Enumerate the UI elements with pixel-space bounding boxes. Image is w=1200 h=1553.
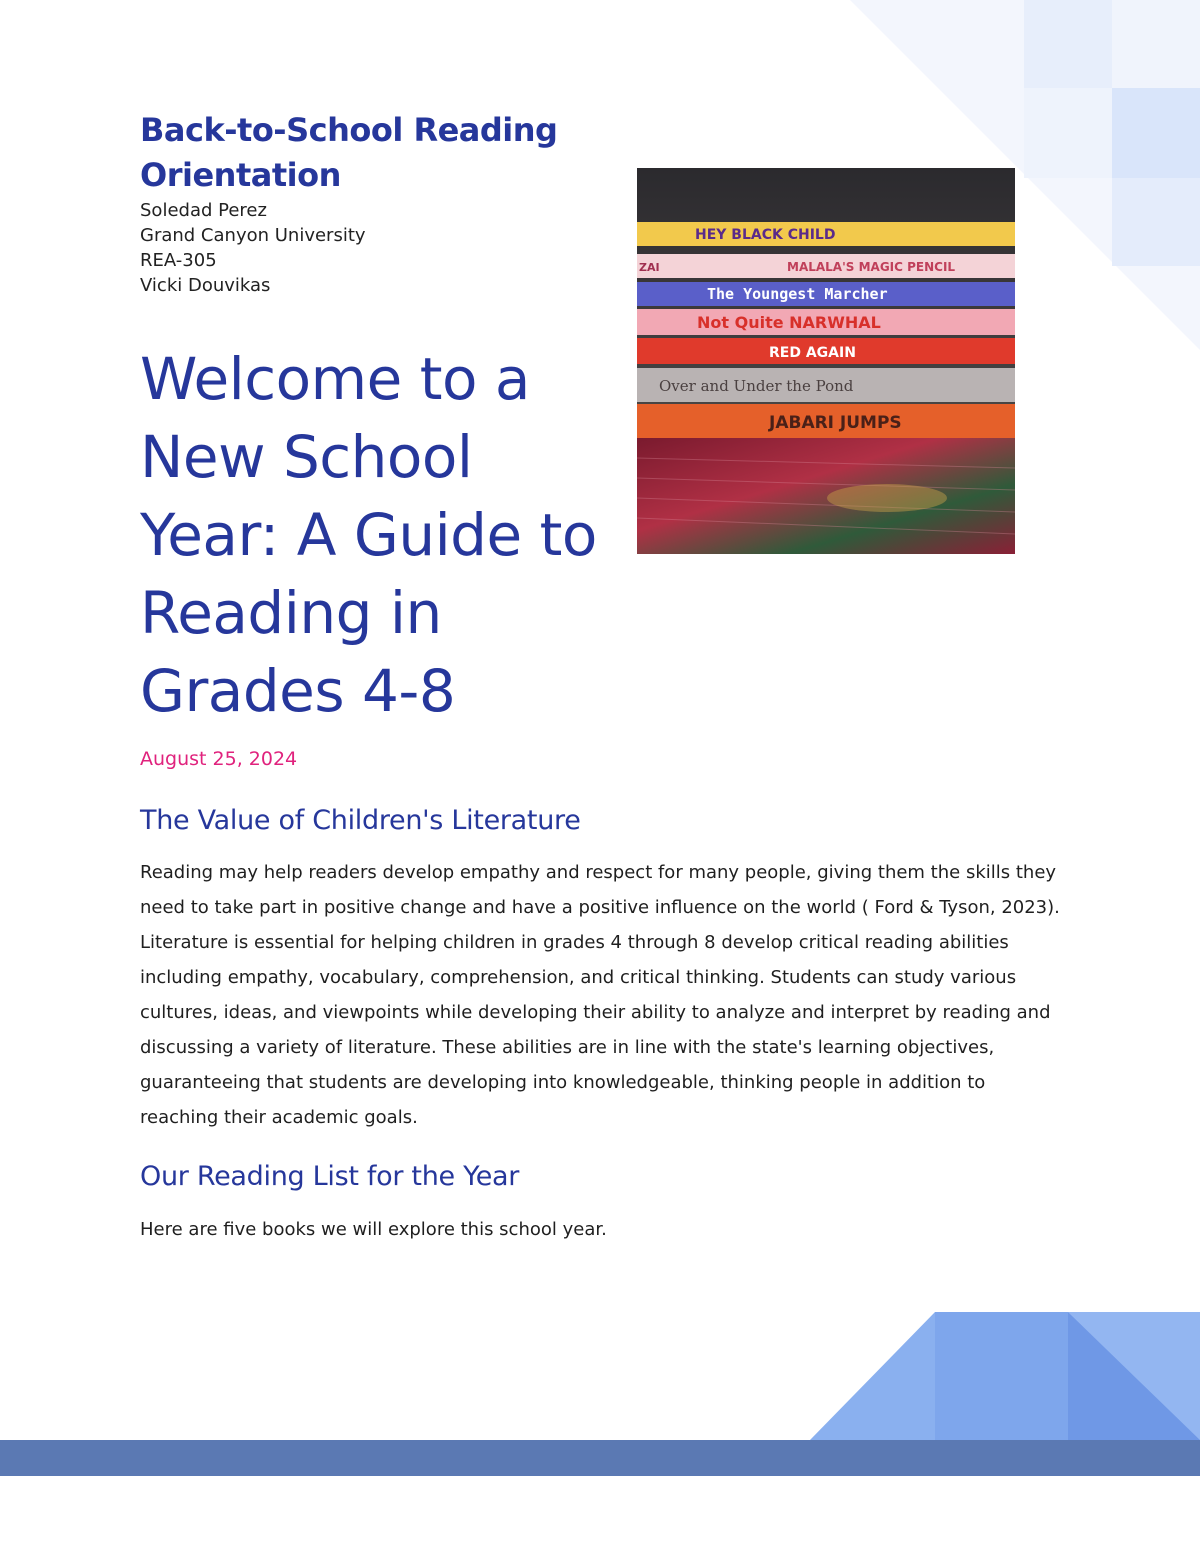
spine-label: Over and Under the Pond xyxy=(659,377,854,395)
spine-label: HEY BLACK CHILD xyxy=(695,227,836,243)
document-title: Back-to-School Reading Orientation xyxy=(140,111,558,194)
spine-label: RED AGAIN xyxy=(769,345,856,361)
deco-square xyxy=(1112,0,1200,88)
footer-bar xyxy=(0,1440,1200,1476)
deco-square xyxy=(1112,88,1200,178)
section-body-value: Reading may help readers develop empathy and respect for many people, giving them the skills they need to take part in positive change and have a positive influence on the world ( Ford & Tyson, 2023). Literature is essential for helping children in grades 4 through 8 develop critical reading abilities including empathy, vocabulary, comprehension, and critical thinking. Students can study various cultures, ideas, and viewpoints while developing their ability to analyze and interpret by reading and discussing a variety of literature. These abilities are in line with the state's learning objectives, guaranteeing that students are developing into knowledgeable, thinking people in addition to reaching their academic goals. xyxy=(140,862,1060,1128)
spine-label: JABARI JUMPS xyxy=(769,413,902,433)
deco-square xyxy=(1024,88,1112,178)
instructor-name: Vicki Douvikas xyxy=(140,275,271,296)
page-headline: Welcome to a New School Year: A Guide to Reading in Grades 4-8 xyxy=(140,345,597,725)
section-heading-reading-list: Our Reading List for the Year xyxy=(140,1161,520,1192)
section-heading-value: The Value of Children's Literature xyxy=(140,805,581,836)
spine-label: ZAI xyxy=(639,261,660,274)
document-header xyxy=(140,108,600,298)
institution-name: Grand Canyon University xyxy=(140,225,366,246)
publish-date: August 25, 2024 xyxy=(140,748,298,770)
bottom-right-shape xyxy=(935,1312,1068,1440)
spine-label: Not Quite NARWHAL xyxy=(697,313,881,332)
deco-square xyxy=(1112,178,1200,266)
book-stack-photo xyxy=(637,168,1015,554)
section-body-reading-list: Here are five books we will explore this school year. xyxy=(140,1219,607,1240)
author-name: Soledad Perez xyxy=(140,200,267,221)
spine-label: MALALA'S MAGIC PENCIL xyxy=(787,260,956,274)
spine-label: The Youngest Marcher xyxy=(707,285,888,303)
deco-square xyxy=(1024,0,1112,88)
course-code: REA-305 xyxy=(140,250,217,271)
